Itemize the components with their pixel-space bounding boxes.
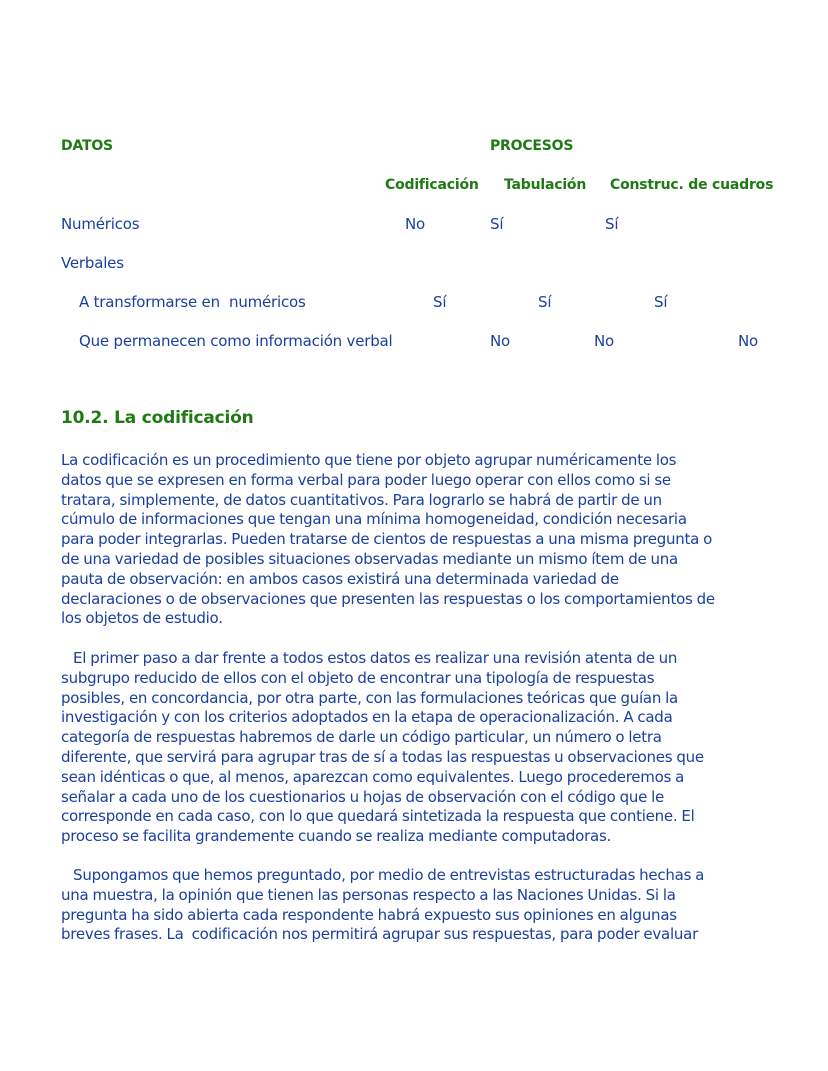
paragraph-line: cúmulo de informaciones que tengan una mínima homogeneidad, condición necesaria xyxy=(61,510,687,529)
paragraph-line: datos que se expresen en forma verbal para poder luego operar con ellos como si se xyxy=(61,470,671,489)
datos-header: DATOS xyxy=(61,138,113,154)
paragraph-line: los objetos de estudio. xyxy=(61,609,223,628)
paragraph-line: La codificación es un procedimiento que tiene por objeto agrupar numéricamente los xyxy=(61,451,677,469)
paragraph-line: investigación y con los criterios adoptados en la etapa de operacionalización. A cada xyxy=(61,708,673,727)
subheader-construc-cuadros: Construc. de cuadros xyxy=(610,177,774,193)
subheader-tabulacion: Tabulación xyxy=(504,177,587,193)
cell-value: Sí xyxy=(654,293,668,311)
paragraph-1 xyxy=(61,451,783,629)
paragraph-line: diferente, que servirá para agrupar tras de sí a todas las respuestas u observaciones que xyxy=(61,747,704,766)
cell-value: No xyxy=(594,332,614,350)
row-label-verbales: Verbales xyxy=(61,254,124,272)
paragraph-line: de una variedad de posibles situaciones observadas mediante un mismo ítem de una xyxy=(61,549,678,568)
cell-value: No xyxy=(738,332,758,350)
paragraph-2 xyxy=(61,649,783,847)
procesos-header: PROCESOS xyxy=(490,138,574,154)
row-label-a-transformarse: A transformarse en numéricos xyxy=(79,293,306,311)
paragraph-line: para poder integrarlas. Pueden tratarse de cientos de respuestas a una misma pregunta o xyxy=(61,530,713,549)
paragraph-line: subgrupo reducido de ellos con el objeto de encontrar una tipología de respuestas xyxy=(61,668,655,687)
section-title: 10.2. La codificación xyxy=(61,408,254,428)
paragraph-line: breves frases. La codificación nos permitirá agrupar sus respuestas, para poder evaluar xyxy=(61,925,699,944)
paragraph-line: El primer paso a dar frente a todos estos datos es realizar una revisión atenta de un xyxy=(61,649,678,667)
paragraph-line: sean idénticas o que, al menos, aparezcan como equivalentes. Luego procederemos a xyxy=(61,767,685,786)
cell-value: Sí xyxy=(605,215,619,233)
paragraph-line: pregunta ha sido abierta cada respondente habrá expuesto sus opiniones en algunas xyxy=(61,905,677,924)
paragraph-line: posibles, en concordancia, por otra parte, con las formulaciones teóricas que guían la xyxy=(61,688,679,707)
paragraph-line: proceso se facilita grandemente cuando se realiza mediante computadoras. xyxy=(61,827,612,846)
paragraph-line: categoría de respuestas habremos de darle un código particular, un número o letra xyxy=(61,728,662,747)
row-label-que-permanecen: Que permanecen como información verbal xyxy=(79,332,393,350)
cell-value: Sí xyxy=(433,293,447,311)
paragraph-line: señalar a cada uno de los cuestionarios u hojas de observación con el código que le xyxy=(61,787,665,806)
paragraph-line: corresponde en cada caso, con lo que quedará sintetizada la respuesta que contiene. El xyxy=(61,807,695,826)
cell-value: Sí xyxy=(490,215,504,233)
paragraph-line: pauta de observación: en ambos casos existirá una determinada variedad de xyxy=(61,569,619,588)
cell-value: Sí xyxy=(538,293,552,311)
row-label-numericos: Numéricos xyxy=(61,215,140,233)
subheader-codificacion: Codificación xyxy=(385,177,479,193)
paragraph-line: declaraciones o de observaciones que presenten las respuestas o los comportamientos de xyxy=(61,589,715,608)
cell-value: No xyxy=(490,332,510,350)
cell-value: No xyxy=(405,215,425,233)
paragraph-line: Supongamos que hemos preguntado, por medio de entrevistas estructuradas hechas a xyxy=(61,866,705,884)
paragraph-line: una muestra, la opinión que tienen las personas respecto a las Naciones Unidas. Si la xyxy=(61,885,676,904)
paragraph-line: tratara, simplemente, de datos cuantitativos. Para lograrlo se habrá de partir de un xyxy=(61,490,662,509)
paragraph-3 xyxy=(61,866,783,945)
